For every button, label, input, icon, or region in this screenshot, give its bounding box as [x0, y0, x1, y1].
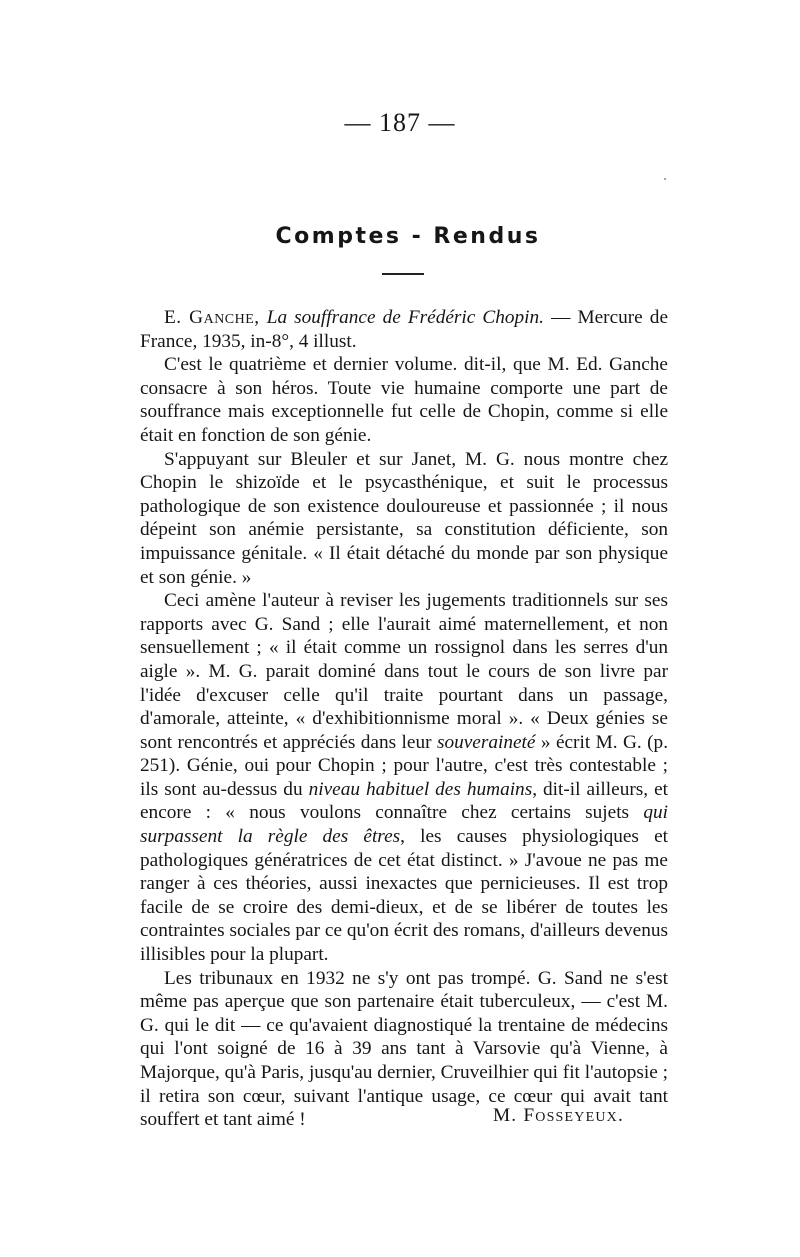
- p3-italic-3: qui surpassent la règle des êtres: [140, 802, 669, 848]
- review-paragraph-2: S'appuyant sur Bleuler et sur Janet, M. G. nous montre chez Chopin le shizoïde et le psycasthénique, et suit le processus pathologique de son existence douloureuse et passionnée ; il nous dépeint son anémie persistante, sa constitution déficiente, son impuissance génitale. « Il était détaché du monde par son physique et son génie. »: [140, 448, 668, 588]
- p3-text-3: , dit-il ailleurs, et encore : « nous voulons connaître chez certains sujets: [140, 778, 668, 824]
- review-header-paragraph: [140, 306, 668, 353]
- p3-italic-2: niveau habituel des humains: [308, 778, 533, 800]
- review-paragraph-3: [140, 589, 668, 967]
- review-publication: — Mercure de France, 1935, in-8°, 4 illust.: [140, 307, 669, 352]
- review-body: [140, 306, 668, 1132]
- p3-text-4: , les causes physiologiques et pathologiques génératrices de cet état distinct. » J'avoue ne pas me ranger à ces théories, aussi inexactes que pernicieuses. Il est trop facile de se croire des demi-dieux, et de se libérer de toutes les contraintes sociales par ce qu'on écrit des romans, d'ailleurs devenus illisibles pour la plupart.: [140, 826, 668, 966]
- p3-text-1: Ceci amène l'auteur à reviser les jugements traditionnels sur ses rapports avec G. Sand ; elle l'aurait aimé maternellement, et non sensuellement ; « il était comme un rossignol dans les serres d'un aigle ». M. G. parait dominé dans tout le cours de son livre par l'idée d'excuser celle qu'il traite pourtant dans un passage, d'amorale, atteinte, « d'exhibitionnisme moral ». « Deux génies se sont rencontrés et appréciés dans leur: [140, 590, 668, 753]
- review-paragraph-1: C'est le quatrième et dernier volume. dit-il, que M. Ed. Ganche consacre à son héros. Toute vie humaine comporte une part de souffrance mais exceptionnelle fut celle de Chopin, comme si elle était en fonction de son génie.: [140, 354, 668, 446]
- review-paragraph-4: Les tribunaux en 1932 ne s'y ont pas trompé. G. Sand ne s'est même pas aperçue que son partenaire était tuberculeux, — c'est M. G. qui le dit — ce qu'avaient diagnostiqué la trentaine de médecins qui l'ont soigné de 16 à 39 ans tant à Varsovie qu'à Vienne, à Majorque, qu'à Paris, jusqu'au dernier, Cruveilhier qui fit l'autopsie ; il retira son cœur, suivant l'antique usage, ce cœur qui avait tant souffert et tant aimé !: [140, 967, 668, 1131]
- title-divider: [382, 273, 424, 275]
- review-author-name: E. Ganche,: [164, 307, 260, 328]
- p3-text-2: » écrit M. G. (p. 251). Génie, oui pour Chopin ; pour l'autre, c'est très contestable ; ils sont au-dessus du: [140, 731, 669, 800]
- signature-text: M. Fosseyeux.: [492, 1105, 624, 1126]
- p3-italic-1: souveraineté: [436, 731, 536, 753]
- print-speck: [664, 178, 666, 180]
- section-title: Comptes - Rendus: [275, 224, 541, 249]
- review-book-title: La souffrance de Frédéric Chopin.: [266, 307, 545, 328]
- page-number: — 187 —: [344, 108, 456, 137]
- review-signature: [400, 1105, 624, 1127]
